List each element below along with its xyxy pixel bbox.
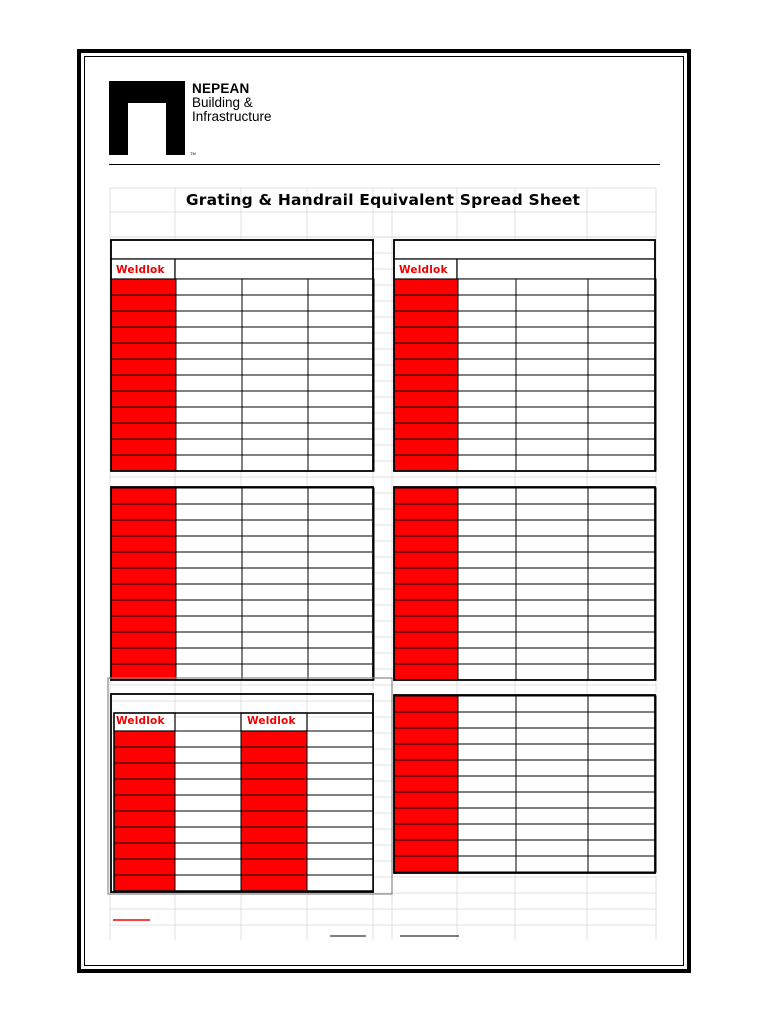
right-sec3-r1-c3 — [588, 712, 656, 728]
left-sec1-r5-c2 — [242, 359, 308, 375]
left-sec2-r9-c1 — [176, 632, 242, 648]
bottom-a-cell-r9 — [175, 875, 241, 891]
left-sec2-r7-c0 — [111, 600, 176, 616]
left-sec2-r4-c3 — [308, 552, 374, 568]
right-sec1-r7-c3 — [588, 391, 656, 407]
left-sec1-r7-c0 — [111, 391, 176, 407]
left-sec1-r3-c0 — [111, 327, 176, 343]
left-sec1-r10-c3 — [308, 439, 374, 455]
right-sec3-r3-c1 — [458, 744, 516, 760]
right-sec2-r0-c3 — [588, 488, 656, 504]
bottom-b-red-r6 — [241, 827, 307, 843]
right-sec1-r2-c3 — [588, 311, 656, 327]
right-sec3-r2-c1 — [458, 728, 516, 744]
left-sec2-r1-c0 — [111, 504, 176, 520]
left-sec2-r5-c1 — [176, 568, 242, 584]
weldlok-header-left-top: Weldlok — [116, 264, 165, 276]
right-sec2-r10-c0 — [394, 648, 458, 664]
left-sec2-r2-c3 — [308, 520, 374, 536]
bottom-b-cell-r6 — [307, 827, 373, 843]
left-sec1-r11-c0 — [111, 455, 176, 471]
right-sec3-r2-c3 — [588, 728, 656, 744]
left-sec2-r7-c3 — [308, 600, 374, 616]
left-sec2-r6-c3 — [308, 584, 374, 600]
left-sec1-r0-c1 — [176, 279, 242, 295]
right-sec1-r11-c3 — [588, 455, 656, 471]
right-sec3-r3-c3 — [588, 744, 656, 760]
right-sec1-r4-c0 — [394, 343, 458, 359]
right-sec3-r4-c1 — [458, 760, 516, 776]
bottom-a-red-r2 — [114, 763, 175, 779]
left-sec1-r6-c3 — [308, 375, 374, 391]
right-sec3-r7-c2 — [516, 808, 588, 824]
bottom-b-red-r7 — [241, 843, 307, 859]
left-sec2-r0-c3 — [308, 488, 374, 504]
left-sec2-r8-c1 — [176, 616, 242, 632]
right-sec3-r8-c2 — [516, 824, 588, 840]
left-sec2-r2-c1 — [176, 520, 242, 536]
right-sec2-r1-c1 — [458, 504, 516, 520]
right-sec1-r4-c1 — [458, 343, 516, 359]
left-sec1-r10-c2 — [242, 439, 308, 455]
right-sec3-r6-c2 — [516, 792, 588, 808]
left-sec2-r10-c0 — [111, 648, 176, 664]
right-sec2-r11-c0 — [394, 664, 458, 680]
right-sec2-r2-c3 — [588, 520, 656, 536]
right-sec2-r2-c1 — [458, 520, 516, 536]
right-sec3-r6-c3 — [588, 792, 656, 808]
left-sec2-r2-c0 — [111, 520, 176, 536]
right-sec3-r6-c1 — [458, 792, 516, 808]
right-sec2-r6-c1 — [458, 584, 516, 600]
right-sec3-r9-c1 — [458, 840, 516, 856]
right-sec2-r3-c0 — [394, 536, 458, 552]
left-sec1-r3-c2 — [242, 327, 308, 343]
left-sec1-r1-c3 — [308, 295, 374, 311]
right-sec1-r1-c1 — [458, 295, 516, 311]
right-sec2-r9-c3 — [588, 632, 656, 648]
right-sec3-r3-c2 — [516, 744, 588, 760]
left-sec1-r4-c2 — [242, 343, 308, 359]
right-sec1-r4-c3 — [588, 343, 656, 359]
bottom-a-red-r3 — [114, 779, 175, 795]
right-sec1-r6-c1 — [458, 375, 516, 391]
right-sec2-r5-c3 — [588, 568, 656, 584]
right-sec2-r9-c2 — [516, 632, 588, 648]
right-sec1-r7-c2 — [516, 391, 588, 407]
left-sec1-r6-c0 — [111, 375, 176, 391]
right-sec1-r7-c1 — [458, 391, 516, 407]
right-sec1-r8-c3 — [588, 407, 656, 423]
right-sec3-r8-c1 — [458, 824, 516, 840]
right-sec3-r9-c0 — [394, 840, 458, 856]
right-sec1-r0-c0 — [394, 279, 458, 295]
bottom-a-cell-r3 — [175, 779, 241, 795]
left-sec1-r7-c2 — [242, 391, 308, 407]
right-weldlok-desc — [457, 259, 655, 279]
right-sec1-r7-c0 — [394, 391, 458, 407]
right-sec2-r1-c0 — [394, 504, 458, 520]
right-sec1-r11-c1 — [458, 455, 516, 471]
right-sec2-r10-c2 — [516, 648, 588, 664]
bottom-b-red-r8 — [241, 859, 307, 875]
right-sec3-r8-c0 — [394, 824, 458, 840]
weldlok-header-bottom-b: Weldlok — [247, 715, 296, 727]
right-sec1-r9-c0 — [394, 423, 458, 439]
right-sec2-r0-c0 — [394, 488, 458, 504]
left-sec1-r5-c3 — [308, 359, 374, 375]
left-sec1-r4-c0 — [111, 343, 176, 359]
left-sec2-r5-c3 — [308, 568, 374, 584]
right-sec2-r5-c2 — [516, 568, 588, 584]
right-sec1-r3-c2 — [516, 327, 588, 343]
right-sec3-r5-c0 — [394, 776, 458, 792]
right-sec1-r0-c1 — [458, 279, 516, 295]
right-sec1-r9-c2 — [516, 423, 588, 439]
right-sec2-r4-c2 — [516, 552, 588, 568]
right-sec1-r6-c3 — [588, 375, 656, 391]
left-sec2-r3-c1 — [176, 536, 242, 552]
bottom-a-red-r4 — [114, 795, 175, 811]
right-sec2-r11-c1 — [458, 664, 516, 680]
left-sec1-r11-c1 — [176, 455, 242, 471]
left-sec1-r2-c2 — [242, 311, 308, 327]
right-sec2-r10-c1 — [458, 648, 516, 664]
left-sec2-r9-c3 — [308, 632, 374, 648]
right-sec1-r5-c2 — [516, 359, 588, 375]
right-sec1-r8-c1 — [458, 407, 516, 423]
left-sec2-r8-c2 — [242, 616, 308, 632]
right-sec2-r6-c0 — [394, 584, 458, 600]
left-sec2-r10-c3 — [308, 648, 374, 664]
right-sec3-r4-c2 — [516, 760, 588, 776]
left-sec2-r3-c0 — [111, 536, 176, 552]
left-sec1-r8-c3 — [308, 407, 374, 423]
bottom-b-red-r2 — [241, 763, 307, 779]
right-sec3-r7-c3 — [588, 808, 656, 824]
right-sec3-r7-c1 — [458, 808, 516, 824]
left-sec2-r5-c0 — [111, 568, 176, 584]
bottom-a-red-r6 — [114, 827, 175, 843]
left-sec2-r7-c2 — [242, 600, 308, 616]
bottom-a-cell-r5 — [175, 811, 241, 827]
right-sec3-r5-c2 — [516, 776, 588, 792]
right-sec3-r1-c2 — [516, 712, 588, 728]
left-sec2-r1-c1 — [176, 504, 242, 520]
left-sec1-r6-c2 — [242, 375, 308, 391]
right-sec3-r4-c3 — [588, 760, 656, 776]
right-sec2-r6-c3 — [588, 584, 656, 600]
left-sec1-r8-c2 — [242, 407, 308, 423]
bottom-b-cell-r5 — [307, 811, 373, 827]
weldlok-header-right-top: Weldlok — [399, 264, 448, 276]
right-sec1-r10-c0 — [394, 439, 458, 455]
right-sec1-r6-c2 — [516, 375, 588, 391]
right-sec2-r3-c2 — [516, 536, 588, 552]
right-sec1-r11-c2 — [516, 455, 588, 471]
right-sec2-r8-c1 — [458, 616, 516, 632]
left-sec2-r1-c2 — [242, 504, 308, 520]
left-sec2-r1-c3 — [308, 504, 374, 520]
right-sec3-r7-c0 — [394, 808, 458, 824]
left-sec1-r8-c1 — [176, 407, 242, 423]
right-sec1-r3-c0 — [394, 327, 458, 343]
bottom-a-red-r0 — [114, 731, 175, 747]
company-name-line1: NEPEAN — [192, 81, 250, 96]
right-sec2-r8-c0 — [394, 616, 458, 632]
right-sec2-r7-c1 — [458, 600, 516, 616]
left-sec1-r5-c0 — [111, 359, 176, 375]
right-sec3-r10-c2 — [516, 856, 588, 872]
right-sec1-r6-c0 — [394, 375, 458, 391]
right-sec1-r8-c2 — [516, 407, 588, 423]
bottom-b-red-r5 — [241, 811, 307, 827]
right-sec3-r1-c1 — [458, 712, 516, 728]
bottom-b-cell-r4 — [307, 795, 373, 811]
right-sec2-r8-c2 — [516, 616, 588, 632]
bottom-b-red-r3 — [241, 779, 307, 795]
right-sec1-r5-c0 — [394, 359, 458, 375]
right-sec3-r0-c0 — [394, 696, 458, 712]
right-sec2-r3-c1 — [458, 536, 516, 552]
right-sec3-r0-c2 — [516, 696, 588, 712]
right-sec1-r5-c3 — [588, 359, 656, 375]
bottom-a-red-r5 — [114, 811, 175, 827]
left-sec1-r3-c3 — [308, 327, 374, 343]
right-sec3-r0-c3 — [588, 696, 656, 712]
right-sec1-r10-c1 — [458, 439, 516, 455]
left-sec2-r3-c2 — [242, 536, 308, 552]
left-sec2-r2-c2 — [242, 520, 308, 536]
right-sec1-r9-c3 — [588, 423, 656, 439]
right-sec2-r11-c3 — [588, 664, 656, 680]
bottom-a-red-r9 — [114, 875, 175, 891]
left-sec1-r3-c1 — [176, 327, 242, 343]
sheet-title: Grating & Handrail Equivalent Spread Sheet — [185, 191, 581, 209]
right-sec2-r7-c2 — [516, 600, 588, 616]
bottom-b-red-r1 — [241, 747, 307, 763]
left-sec1-r11-c3 — [308, 455, 374, 471]
right-sec3-r3-c0 — [394, 744, 458, 760]
left-sec1-r0-c2 — [242, 279, 308, 295]
right-sec2-r6-c2 — [516, 584, 588, 600]
left-sec2-r10-c2 — [242, 648, 308, 664]
right-sec2-r5-c0 — [394, 568, 458, 584]
right-sec2-r8-c3 — [588, 616, 656, 632]
right-sec1-r2-c0 — [394, 311, 458, 327]
right-sec3-r4-c0 — [394, 760, 458, 776]
left-sec1-r9-c0 — [111, 423, 176, 439]
bottom-b-cell-r0 — [307, 731, 373, 747]
left-sec1-r11-c2 — [242, 455, 308, 471]
left-sec2-r8-c0 — [111, 616, 176, 632]
left-sec2-r6-c1 — [176, 584, 242, 600]
bottom-a-cell-r4 — [175, 795, 241, 811]
right-sec2-r4-c3 — [588, 552, 656, 568]
left-sec1-r4-c3 — [308, 343, 374, 359]
right-sec3-r5-c3 — [588, 776, 656, 792]
company-name-line3: Infrastructure — [192, 109, 272, 124]
right-sec3-r2-c0 — [394, 728, 458, 744]
bottom-b-cell-r8 — [307, 859, 373, 875]
right-sec1-r2-c1 — [458, 311, 516, 327]
bottom-a-cell-r2 — [175, 763, 241, 779]
left-sec2-r0-c2 — [242, 488, 308, 504]
left-sec2-r6-c2 — [242, 584, 308, 600]
right-sec2-r7-c3 — [588, 600, 656, 616]
left-table-header-box — [111, 240, 373, 259]
right-sec2-r7-c0 — [394, 600, 458, 616]
right-sec1-r2-c2 — [516, 311, 588, 327]
right-sec2-r4-c1 — [458, 552, 516, 568]
bottom-b-cell-r2 — [307, 763, 373, 779]
left-sec1-r1-c0 — [111, 295, 176, 311]
left-sec2-r4-c1 — [176, 552, 242, 568]
bottom-b-cell-r9 — [307, 875, 373, 891]
left-sec2-r4-c0 — [111, 552, 176, 568]
left-sec2-r5-c2 — [242, 568, 308, 584]
right-sec1-r8-c0 — [394, 407, 458, 423]
left-sec1-r4-c1 — [176, 343, 242, 359]
right-sec1-r9-c1 — [458, 423, 516, 439]
company-name-line2: Building & — [192, 95, 253, 110]
right-sec3-r6-c0 — [394, 792, 458, 808]
left-sec1-r2-c0 — [111, 311, 176, 327]
left-weldlok-desc — [175, 259, 373, 279]
bottom-b-red-r4 — [241, 795, 307, 811]
right-sec3-r10-c1 — [458, 856, 516, 872]
left-sec1-r10-c1 — [176, 439, 242, 455]
right-sec2-r10-c3 — [588, 648, 656, 664]
right-sec1-r4-c2 — [516, 343, 588, 359]
left-sec1-r8-c0 — [111, 407, 176, 423]
right-sec3-r9-c3 — [588, 840, 656, 856]
left-sec1-r0-c0 — [111, 279, 176, 295]
bottom-b-cell-r3 — [307, 779, 373, 795]
right-sec2-r5-c1 — [458, 568, 516, 584]
right-sec1-r10-c2 — [516, 439, 588, 455]
bottom-a-cell-r1 — [175, 747, 241, 763]
left-sec2-r9-c2 — [242, 632, 308, 648]
right-sec2-r0-c1 — [458, 488, 516, 504]
left-sec2-r7-c1 — [176, 600, 242, 616]
right-sec2-r1-c2 — [516, 504, 588, 520]
right-sec2-r9-c1 — [458, 632, 516, 648]
right-sec2-r9-c0 — [394, 632, 458, 648]
right-sec1-r3-c1 — [458, 327, 516, 343]
left-sec1-r9-c1 — [176, 423, 242, 439]
bottom-a-red-r8 — [114, 859, 175, 875]
left-sec2-r3-c3 — [308, 536, 374, 552]
bottom-a-cell-r0 — [175, 731, 241, 747]
left-sec1-r6-c1 — [176, 375, 242, 391]
right-table-header-box — [394, 240, 655, 259]
left-sec2-r0-c1 — [176, 488, 242, 504]
bottom-b-red-r9 — [241, 875, 307, 891]
left-sec1-r7-c3 — [308, 391, 374, 407]
right-sec2-r3-c3 — [588, 536, 656, 552]
right-sec2-r0-c2 — [516, 488, 588, 504]
right-sec1-r11-c0 — [394, 455, 458, 471]
right-sec2-r2-c0 — [394, 520, 458, 536]
left-sec2-r0-c0 — [111, 488, 176, 504]
left-sec2-r9-c0 — [111, 632, 176, 648]
left-sec1-r2-c1 — [176, 311, 242, 327]
left-sec1-r0-c3 — [308, 279, 374, 295]
weldlok-header-bottom-a: Weldlok — [116, 715, 165, 727]
left-sec1-r1-c2 — [242, 295, 308, 311]
right-sec3-r10-c0 — [394, 856, 458, 872]
right-sec3-r2-c2 — [516, 728, 588, 744]
right-sec2-r4-c0 — [394, 552, 458, 568]
right-sec2-r1-c3 — [588, 504, 656, 520]
right-sec1-r5-c1 — [458, 359, 516, 375]
left-sec2-r4-c2 — [242, 552, 308, 568]
bottom-a-cell-r8 — [175, 859, 241, 875]
right-sec3-r0-c1 — [458, 696, 516, 712]
bottom-b-cell-r1 — [307, 747, 373, 763]
bottom-a-cell-r7 — [175, 843, 241, 859]
left-sec2-r10-c1 — [176, 648, 242, 664]
left-sec1-r9-c2 — [242, 423, 308, 439]
left-sec1-r10-c0 — [111, 439, 176, 455]
left-sec1-r5-c1 — [176, 359, 242, 375]
right-sec1-r0-c2 — [516, 279, 588, 295]
right-sec1-r0-c3 — [588, 279, 656, 295]
right-sec1-r3-c3 — [588, 327, 656, 343]
left-sec1-r2-c3 — [308, 311, 374, 327]
right-sec2-r11-c2 — [516, 664, 588, 680]
right-sec1-r1-c0 — [394, 295, 458, 311]
left-sec1-r9-c3 — [308, 423, 374, 439]
right-sec1-r1-c3 — [588, 295, 656, 311]
bottom-a-cell-r6 — [175, 827, 241, 843]
bottom-a-red-r1 — [114, 747, 175, 763]
trademark-mark: TM — [190, 151, 196, 156]
bottom-b-cell-r7 — [307, 843, 373, 859]
left-sec2-r8-c3 — [308, 616, 374, 632]
right-sec3-r5-c1 — [458, 776, 516, 792]
right-sec1-r10-c3 — [588, 439, 656, 455]
bottom-a-red-r7 — [114, 843, 175, 859]
right-sec1-r1-c2 — [516, 295, 588, 311]
right-sec2-r2-c2 — [516, 520, 588, 536]
right-sec3-r8-c3 — [588, 824, 656, 840]
right-sec3-r1-c0 — [394, 712, 458, 728]
right-sec3-r9-c2 — [516, 840, 588, 856]
left-sec1-r1-c1 — [176, 295, 242, 311]
bottom-b-red-r0 — [241, 731, 307, 747]
left-sec1-r7-c1 — [176, 391, 242, 407]
right-sec3-r10-c3 — [588, 856, 656, 872]
left-sec2-r6-c0 — [111, 584, 176, 600]
